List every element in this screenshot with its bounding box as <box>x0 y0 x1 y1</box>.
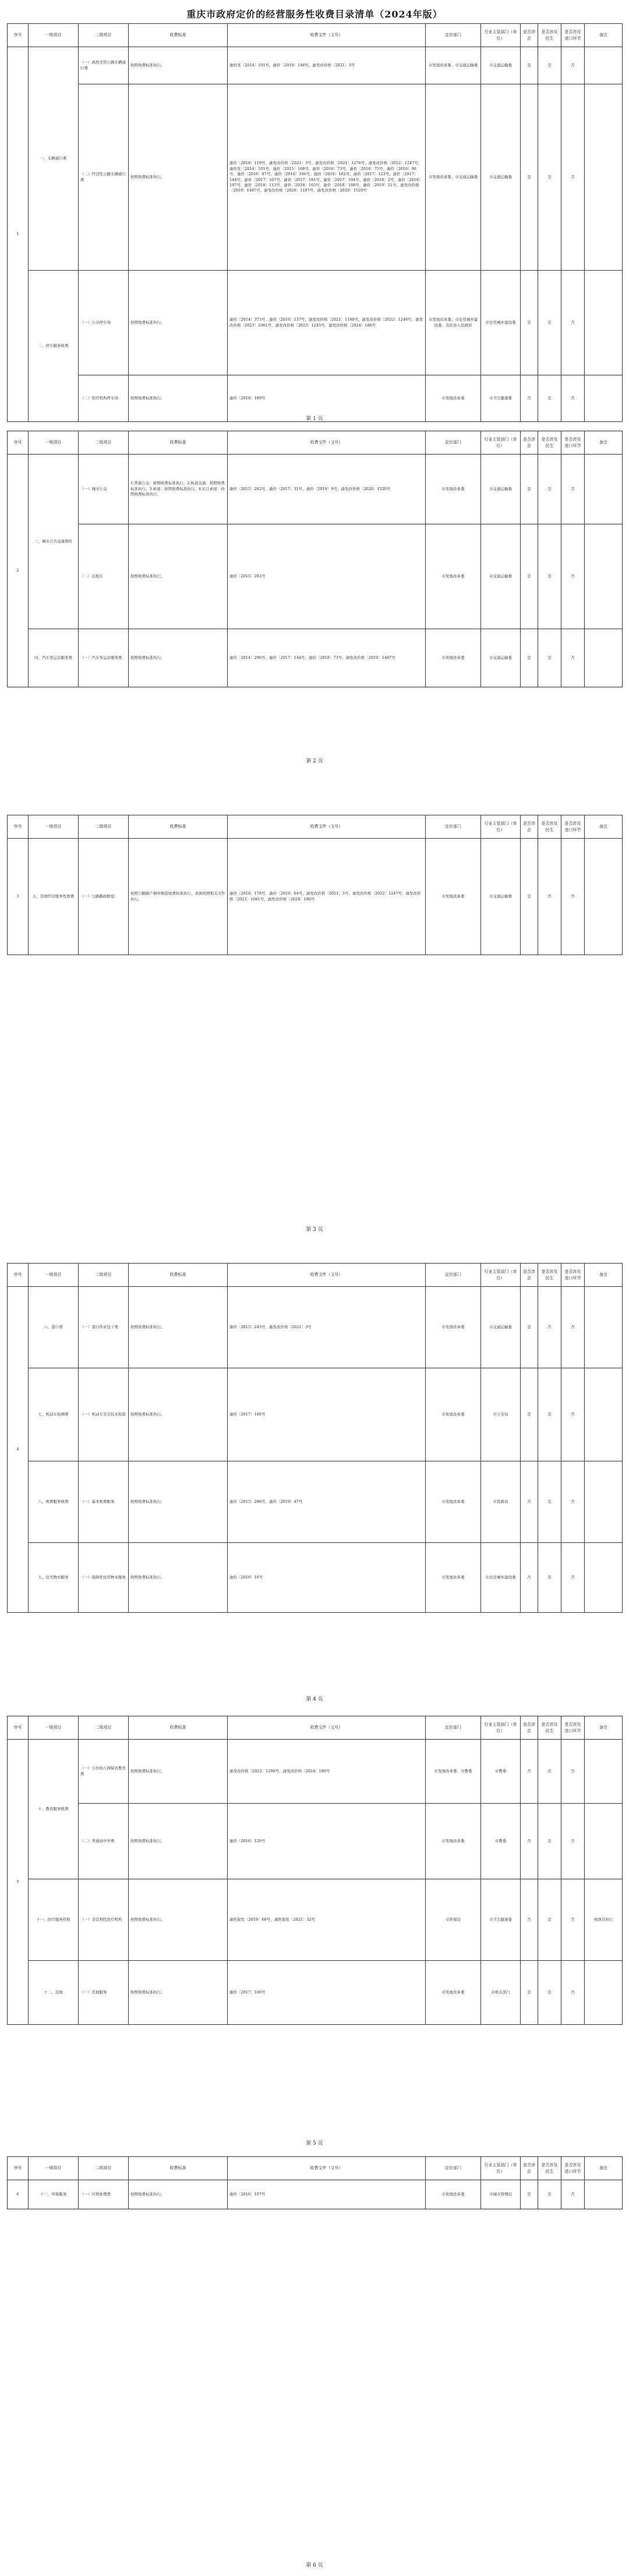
cell-document: 渝价〔2018〕119号、渝发改价格〔2021〕3号、渝发改价格〔2021〕1276号、渝发改价格〔2022〕1247号；渝价发〔2014〕101号、渝价〔2015〕168号、渝价〔2016〕73号、渝价〔2016〕75号、渝价〔2016〕96号、渝价〔2016〕97号、渝价〔2016〕106号、渝价〔2016〕162号、渝价〔2017〕123号、渝价〔2017〕148号、渝价〔2017〕167号、渝价〔2017〕181号、渝价〔2017〕194号、渝价〔2018〕2号、渝价〔2018〕107号、渝价〔2018〕113号、渝价〔2018〕163号、渝价〔2018〕188号、渝价〔2019〕21号、渝发改价格〔2019〕1487号、渝发改价格〔2020〕1107号、渝发改价格〔2020〕1520号 <box>228 84 426 271</box>
cell-level1: 五、其他经营服务性收费 <box>29 839 79 955</box>
cell-import: 否 <box>561 1461 585 1543</box>
cell-livelihood: 是 <box>538 1543 561 1613</box>
cell-livelihood: 否 <box>538 1287 561 1368</box>
cell-note <box>585 839 623 955</box>
header-level1: 一级项目 <box>29 24 79 47</box>
cell-authority: 市交通运输委 <box>481 1287 521 1368</box>
cell-standard: 按照收费标准执行。 <box>129 1461 228 1543</box>
cell-note <box>585 629 623 687</box>
cell-standard: 按照收费标准执行。 <box>129 2180 228 2209</box>
header-level2: 二级项目 <box>79 24 129 47</box>
cell-standard: 按照公路路产损坏赔偿收费标准执行，具体按照相关文件执行。 <box>129 839 228 955</box>
cell-note <box>585 1368 623 1461</box>
header-note: 备注 <box>585 24 623 47</box>
catalog-table-page-1 <box>7 23 623 422</box>
header-livelihood: 是否涉及民生 <box>538 431 561 455</box>
cell-authority: 市公安局 <box>481 1368 521 1461</box>
cell-dept: 市发展改革委 <box>426 1368 481 1461</box>
cell-authority: 市相关部门 <box>481 1961 521 2025</box>
header-authority: 行业主管部门（单位） <box>481 431 521 455</box>
catalog-table-page-3 <box>7 815 623 955</box>
header-standard: 收费标准 <box>129 24 228 47</box>
header-document: 收费文件（文号） <box>228 2157 426 2180</box>
header-note: 备注 <box>585 1716 623 1740</box>
cell-dept: 市发展改革委 <box>426 1287 481 1368</box>
document-title: 重庆市政府定价的经营服务性收费目录清单（2024年版） <box>186 9 443 20</box>
table-row <box>8 271 623 375</box>
cell-authority: 市交通运输委 <box>481 629 521 687</box>
header-dept: 定价部门 <box>426 1716 481 1740</box>
cell-livelihood: 是 <box>538 271 561 375</box>
header-document: 收费文件（文号） <box>228 1264 426 1287</box>
cell-level2: （二）普通高中学费 <box>79 1804 129 1879</box>
cell-import: 否 <box>561 1740 585 1804</box>
header-dept: 定价部门 <box>426 24 481 47</box>
header-level2: 二级项目 <box>79 2157 129 2180</box>
header-document: 收费文件（文号） <box>228 24 426 47</box>
cell-standard: 按照收费标准执行。 <box>129 1804 228 1879</box>
cell-dept: 市发展改革委、市住房城乡建设委、各区县人民政府 <box>426 271 481 375</box>
cell-livelihood: 是 <box>538 524 561 629</box>
table-row <box>8 1543 623 1613</box>
cell-import: 否 <box>561 1287 585 1368</box>
cell-enterprise: 是 <box>521 455 538 524</box>
cell-seq: 6 <box>8 2180 29 2209</box>
table-header-row <box>8 24 623 47</box>
header-livelihood: 是否涉及民生 <box>538 1716 561 1740</box>
cell-standard: 按照收费标准执行。 <box>129 1287 228 1368</box>
cell-note <box>585 2180 623 2209</box>
header-standard: 收费标准 <box>129 431 228 455</box>
cell-import: 否 <box>561 375 585 422</box>
header-enterprise: 是否涉企 <box>521 1716 538 1740</box>
cell-document: 渝价〔2018〕178号、渝价〔2019〕64号、渝发改价格〔2021〕3号、渝发改价格〔2022〕1247号、渝发改价格〔2023〕1061号、渝发改价格〔2024〕180号 <box>228 839 426 955</box>
cell-note <box>585 1740 623 1804</box>
cell-livelihood: 是 <box>538 1368 561 1461</box>
header-import: 是否涉及进口环节 <box>561 1716 585 1740</box>
cell-standard: 按照收费标准执行。 <box>129 1543 228 1613</box>
cell-livelihood: 是 <box>538 1461 561 1543</box>
header-seq: 序号 <box>8 1264 29 1287</box>
cell-seq: 2 <box>8 455 29 687</box>
header-authority: 行业主管部门（单位） <box>481 2157 521 2180</box>
cell-standard: 按照收费标准执行。 <box>129 84 228 271</box>
cell-livelihood: 是 <box>538 1740 561 1804</box>
header-document: 收费文件（文号） <box>228 815 426 839</box>
cell-livelihood: 是 <box>538 47 561 84</box>
cell-authority: 市教委 <box>481 1804 521 1879</box>
cell-note <box>585 1461 623 1543</box>
header-level1: 一级项目 <box>29 431 79 455</box>
table-header-row <box>8 815 623 839</box>
page-number: 第 5 页 <box>306 2141 323 2146</box>
cell-standard: 按照收费标准执行。 <box>129 1879 228 1961</box>
header-authority: 行业主管部门（单位） <box>481 815 521 839</box>
cell-dept: 市医保局 <box>426 1879 481 1961</box>
cell-note <box>585 1804 623 1879</box>
cell-import: 否 <box>561 839 585 955</box>
cell-document: 渝价〔2017〕106号 <box>228 1368 426 1461</box>
cell-enterprise: 否 <box>521 1543 538 1613</box>
header-import: 是否涉及进口环节 <box>561 2157 585 2180</box>
cell-import: 否 <box>561 47 585 84</box>
cell-level2: （二）出租车 <box>79 524 129 629</box>
header-livelihood: 是否涉及民生 <box>538 1264 561 1287</box>
header-document: 收费文件（文号） <box>228 431 426 455</box>
catalog-table-page-2 <box>7 431 623 687</box>
page-4 <box>7 1263 622 1613</box>
cell-standard: 按照收费标准执行。 <box>129 524 228 629</box>
cell-level1: 二、停车服务收费 <box>29 271 79 422</box>
cell-level2: （一）公路路政赔偿 <box>79 839 129 955</box>
cell-authority: 市交通运输委 <box>481 84 521 271</box>
cell-level1: 十、教育服务收费 <box>29 1740 79 1879</box>
page-number: 第 6 页 <box>306 2563 323 2568</box>
cell-enterprise: 是 <box>521 1961 538 2025</box>
cell-standard: 按照收费标准执行。 <box>129 1368 228 1461</box>
cell-note <box>585 455 623 524</box>
cell-livelihood: 否 <box>538 839 561 955</box>
table-header-row <box>8 431 623 455</box>
table-row <box>8 629 623 687</box>
header-livelihood: 是否涉及民生 <box>538 24 561 47</box>
cell-dept: 市发展改革委 <box>426 2180 481 2209</box>
table-row <box>8 2180 623 2209</box>
header-seq: 序号 <box>8 1716 29 1740</box>
header-enterprise: 是否涉企 <box>521 2157 538 2180</box>
table-row <box>8 1368 623 1461</box>
cell-import: 否 <box>561 1961 585 2025</box>
cell-dept: 市发展改革委 <box>426 1961 481 2025</box>
cell-import: 否 <box>561 1879 585 1961</box>
cell-livelihood: 是 <box>538 1879 561 1961</box>
cell-import: 否 <box>561 2180 585 2209</box>
table-row <box>8 455 623 524</box>
table-row <box>8 1740 623 1804</box>
header-note: 备注 <box>585 2157 623 2180</box>
cell-authority: 市交通运输委 <box>481 524 521 629</box>
cell-dept: 市发展改革委、市教委 <box>426 1740 481 1804</box>
cell-note <box>585 1287 623 1368</box>
cell-standard: 按照收费标准执行。 <box>129 47 228 84</box>
header-enterprise: 是否涉企 <box>521 24 538 47</box>
cell-document: 渝价〔2016〕126号 <box>228 1804 426 1879</box>
cell-dept: 市发展改革委、市交通运输委 <box>426 47 481 84</box>
cell-import: 否 <box>561 84 585 271</box>
header-enterprise: 是否涉企 <box>521 431 538 455</box>
cell-dept: 市发展改革委 <box>426 1543 481 1613</box>
header-dept: 定价部门 <box>426 1264 481 1287</box>
table-header-row <box>8 1264 623 1287</box>
cell-note <box>585 47 623 84</box>
page-5 <box>7 1716 622 2025</box>
table-row <box>8 1961 623 2025</box>
cell-standard: 按照收费标准执行。 <box>129 1740 228 1804</box>
cell-document: 渝价〔2014〕373号、渝价〔2016〕137号、渝发改价格〔2021〕1180号、渝发改价格〔2022〕1249号、渝发改价格〔2023〕1061号、渝发改价格〔2023〕1245号、渝发改价格〔2024〕180号 <box>228 271 426 375</box>
cell-document: 渝价〔2016〕16号 <box>228 1543 426 1613</box>
header-document: 收费文件（文号） <box>228 1716 426 1740</box>
cell-level2: （一）基本殡葬服务 <box>79 1461 129 1543</box>
header-import: 是否涉及进口环节 <box>561 1264 585 1287</box>
cell-document: 渝价〔2017〕100号 <box>228 1961 426 2025</box>
cell-livelihood: 是 <box>538 1961 561 2025</box>
cell-level2: （一）汽车客运站服务费 <box>79 629 129 687</box>
table-row <box>8 839 623 955</box>
cell-document: 渝价〔2015〕282号、渝价〔2017〕31号、渝价〔2019〕9号、渝发改价格〔2020〕1520号 <box>228 455 426 524</box>
cell-authority: 市交通运输委 <box>481 839 521 955</box>
cell-dept: 市发展改革委、市交通运输委 <box>426 84 481 271</box>
header-level2: 二级项目 <box>79 431 129 455</box>
cell-import: 否 <box>561 629 585 687</box>
cell-note <box>585 1961 623 2025</box>
cell-import: 否 <box>561 271 585 375</box>
page-number: 第 3 页 <box>306 1227 323 1233</box>
header-note: 备注 <box>585 1264 623 1287</box>
header-livelihood: 是否涉及民生 <box>538 815 561 839</box>
cell-enterprise: 是 <box>521 524 538 629</box>
cell-enterprise: 是 <box>521 629 538 687</box>
cell-level2: （一）公办幼儿园保育教育费 <box>79 1740 129 1804</box>
cell-level2: （一）保障性住房物业服务 <box>79 1543 129 1613</box>
cell-level1: 十二、其他 <box>29 1961 79 2025</box>
cell-import: 否 <box>561 1368 585 1461</box>
cell-enterprise: 否 <box>521 1879 538 1961</box>
cell-level2: （一）政府还贷公路车辆通行费 <box>79 47 129 84</box>
header-standard: 收费标准 <box>129 1264 228 1287</box>
header-level1: 一级项目 <box>29 815 79 839</box>
header-dept: 定价部门 <box>426 431 481 455</box>
cell-dept: 市发展改革委 <box>426 839 481 955</box>
header-seq: 序号 <box>8 815 29 839</box>
cell-level1: 十一、医疗服务价格 <box>29 1879 79 1961</box>
cell-note <box>585 84 623 271</box>
header-import: 是否涉及进口环节 <box>561 431 585 455</box>
header-standard: 收费标准 <box>129 815 228 839</box>
header-level2: 二级项目 <box>79 1264 129 1287</box>
header-standard: 收费标准 <box>129 1716 228 1740</box>
cell-level1: 六、港口费 <box>29 1287 79 1368</box>
cell-level2: （一）港口作业包干费 <box>79 1287 129 1368</box>
cell-document: 渝价〔2016〕107号 <box>228 2180 426 2209</box>
cell-level2: （一）公共停车场 <box>79 271 129 375</box>
page-2 <box>7 431 622 687</box>
header-authority: 行业主管部门（单位） <box>481 24 521 47</box>
cell-livelihood: 是 <box>538 2180 561 2209</box>
header-enterprise: 是否涉企 <box>521 1264 538 1287</box>
cell-dept: 市发展改革委 <box>426 629 481 687</box>
cell-seq: 5 <box>8 1740 29 2025</box>
header-authority: 行业主管部门（单位） <box>481 1716 521 1740</box>
cell-dept: 市发展改革委 <box>426 1804 481 1879</box>
cell-level2: （一）非营利性医疗机构 <box>79 1879 129 1961</box>
catalog-table-page-6 <box>7 2156 623 2209</box>
cell-authority: 市交通运输委 <box>481 47 521 84</box>
cell-document: 渝价〔2014〕296号、渝价〔2017〕144号、渝价〔2018〕73号、渝发改价格〔2019〕1487号 <box>228 629 426 687</box>
table-row <box>8 1287 623 1368</box>
cell-authority: 市教委 <box>481 1740 521 1804</box>
cell-enterprise: 否 <box>521 1804 538 1879</box>
cell-level2: （一）机动车安全技术检验 <box>79 1368 129 1461</box>
cell-enterprise: 是 <box>521 47 538 84</box>
cell-level1: 三、城市公共交通票价 <box>29 455 79 629</box>
cell-authority: 市卫生健康委 <box>481 1879 521 1961</box>
cell-livelihood: 是 <box>538 84 561 271</box>
table-header-row <box>8 1716 623 1740</box>
cell-authority: 市城市管理局 <box>481 2180 521 2209</box>
cell-enterprise: 是 <box>521 2180 538 2209</box>
header-dept: 定价部门 <box>426 815 481 839</box>
cell-note: 按项目执行 <box>585 1879 623 1961</box>
header-note: 备注 <box>585 815 623 839</box>
cell-document: 渝价〔2018〕189号 <box>228 375 426 422</box>
table-row <box>8 1879 623 1961</box>
header-authority: 行业主管部门（单位） <box>481 1264 521 1287</box>
cell-level2: （一）城市公交 <box>79 455 129 524</box>
cell-enterprise: 是 <box>521 1368 538 1461</box>
cell-enterprise: 否 <box>521 375 538 422</box>
cell-standard: 按照收费标准执行。 <box>129 1961 228 2025</box>
cell-enterprise: 否 <box>521 1740 538 1804</box>
page-number: 第 2 页 <box>306 758 323 764</box>
cell-level1: 九、住宅物业服务 <box>29 1543 79 1613</box>
header-level1: 一级项目 <box>29 1264 79 1287</box>
cell-import: 否 <box>561 455 585 524</box>
cell-dept: 市发展改革委 <box>426 455 481 524</box>
table-row <box>8 1804 623 1879</box>
header-level1: 一级项目 <box>29 1716 79 1740</box>
cell-level2: （二）医疗机构停车场 <box>79 375 129 422</box>
header-seq: 序号 <box>8 431 29 455</box>
header-livelihood: 是否涉及民生 <box>538 2157 561 2180</box>
cell-import: 否 <box>561 1543 585 1613</box>
header-dept: 定价部门 <box>426 2157 481 2180</box>
cell-authority: 市卫生健康委 <box>481 375 521 422</box>
header-standard: 收费标准 <box>129 2157 228 2180</box>
cell-seq: 4 <box>8 1287 29 1613</box>
cell-note <box>585 271 623 375</box>
cell-level1: 十三、环保服务 <box>29 2180 79 2209</box>
header-import: 是否涉及进口环节 <box>561 815 585 839</box>
cell-level2: （一）其他服务 <box>79 1961 129 2025</box>
cell-level2: （二）经营性公路车辆通行费 <box>79 84 129 271</box>
cell-standard: 按照收费标准执行。 <box>129 271 228 375</box>
cell-level1: 一、车辆通行费 <box>29 47 79 271</box>
cell-authority: 市民政局 <box>481 1461 521 1543</box>
cell-import: 否 <box>561 1804 585 1879</box>
header-seq: 序号 <box>8 24 29 47</box>
cell-level1: 八、殡葬服务收费 <box>29 1461 79 1543</box>
cell-seq: 3 <box>8 839 29 955</box>
cell-enterprise: 否 <box>521 1461 538 1543</box>
cell-document: 渝价发〔2014〕101号、渝价〔2019〕148号、渝发改价格〔2021〕3号 <box>228 47 426 84</box>
cell-livelihood: 是 <box>538 455 561 524</box>
cell-livelihood: 是 <box>538 1804 561 1879</box>
cell-dept: 市发展改革委 <box>426 1461 481 1543</box>
cell-document: 渝医保发〔2019〕68号、渝医保发〔2021〕32号 <box>228 1879 426 1961</box>
header-level2: 二级项目 <box>79 815 129 839</box>
cell-standard: 按照收费标准执行。 <box>129 629 228 687</box>
page-1 <box>7 23 622 422</box>
cell-document: 渝价〔2015〕286号、渝价〔2019〕47号 <box>228 1461 426 1543</box>
cell-authority: 市住房城乡建设委 <box>481 1543 521 1613</box>
header-note: 备注 <box>585 431 623 455</box>
page-3 <box>7 815 622 955</box>
table-row <box>8 84 623 271</box>
cell-dept: 市发展改革委 <box>426 524 481 629</box>
table-header-row <box>8 2157 623 2180</box>
header-level2: 二级项目 <box>79 1716 129 1740</box>
table-row <box>8 1461 623 1543</box>
cell-level2: （一）垃圾处理费 <box>79 2180 129 2209</box>
cell-document: 渝发改价格〔2023〕1200号、渝发改价格〔2024〕180号 <box>228 1740 426 1804</box>
page-6 <box>7 2156 622 2209</box>
cell-enterprise: 是 <box>521 84 538 271</box>
cell-seq: 1 <box>8 47 29 422</box>
cell-enterprise: 是 <box>521 839 538 955</box>
cell-authority: 市住房城乡建设委 <box>481 271 521 375</box>
cell-note <box>585 1543 623 1613</box>
cell-livelihood: 是 <box>538 375 561 422</box>
cell-import: 否 <box>561 524 585 629</box>
page-number: 第 1 页 <box>306 416 323 422</box>
header-seq: 序号 <box>8 2157 29 2180</box>
table-row <box>8 47 623 84</box>
cell-livelihood: 是 <box>538 629 561 687</box>
cell-level1: 七、机动车检测费 <box>29 1368 79 1461</box>
catalog-table-page-5 <box>7 1716 623 2025</box>
cell-standard: 按照收费标准执行。 <box>129 375 228 422</box>
cell-dept: 市发展改革委 <box>426 375 481 422</box>
cell-authority: 市交通运输委 <box>481 455 521 524</box>
table-row <box>8 524 623 629</box>
header-enterprise: 是否涉企 <box>521 815 538 839</box>
cell-document: 渝价〔2015〕245号、渝发改价格〔2021〕3号 <box>228 1287 426 1368</box>
cell-standard: 1.普通公交：按照收费标准执行。2.轨道交通：按照收费标准执行。3.索道：按照收费标准执行。4.长江索道：按照收费标准执行。 <box>129 455 228 524</box>
header-level1: 一级项目 <box>29 2157 79 2180</box>
cell-document: 渝价〔2015〕282号 <box>228 524 426 629</box>
cell-level1: 四、汽车客运站服务费 <box>29 629 79 687</box>
cell-note <box>585 524 623 629</box>
catalog-table-page-4 <box>7 1263 623 1613</box>
page-number: 第 4 页 <box>306 1697 323 1702</box>
cell-enterprise: 是 <box>521 271 538 375</box>
cell-enterprise: 是 <box>521 1287 538 1368</box>
header-import: 是否涉及进口环节 <box>561 24 585 47</box>
